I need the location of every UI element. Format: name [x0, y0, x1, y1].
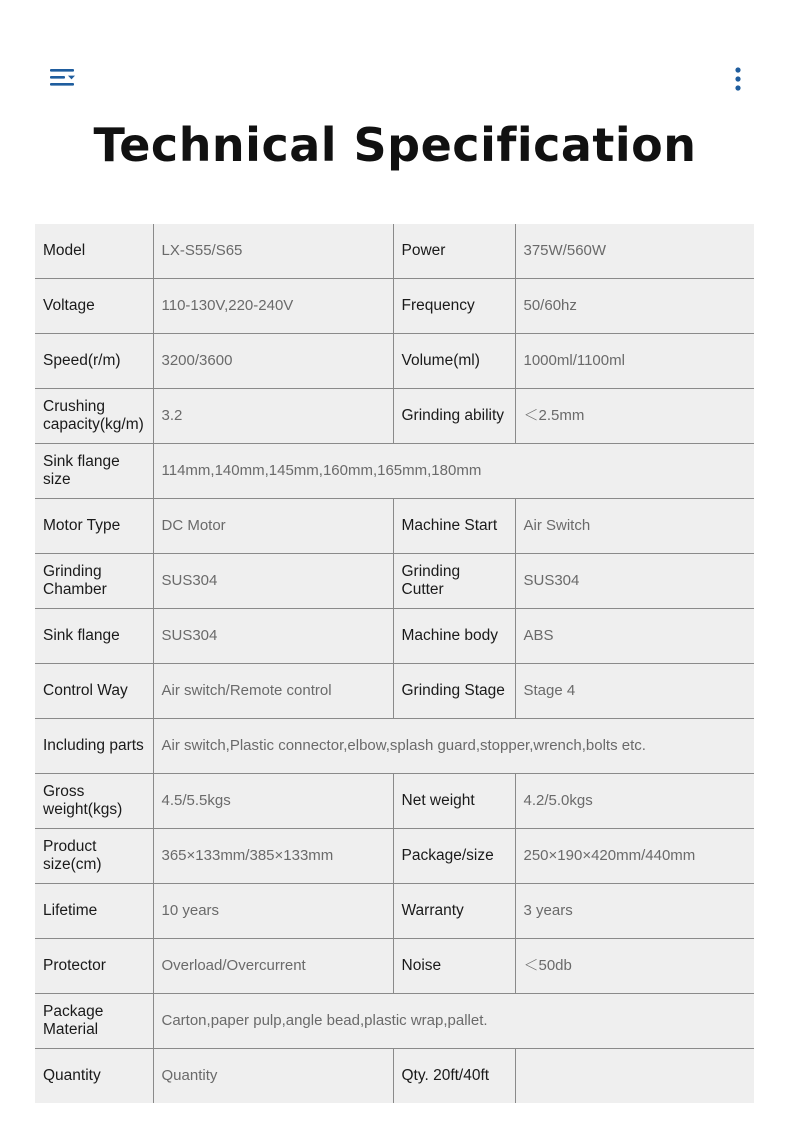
spec-row	[35, 994, 754, 1049]
spec-label: Speed(r/m)	[35, 334, 153, 389]
spec-row	[35, 884, 754, 939]
spec-value: 3 years	[515, 884, 754, 939]
spec-label: Frequency	[393, 279, 515, 334]
spec-value: DC Motor	[153, 499, 393, 554]
spec-row	[35, 279, 754, 334]
spec-label: Quantity	[35, 1049, 153, 1104]
vertical-dots-icon	[728, 64, 748, 96]
spec-label: Package/size	[393, 829, 515, 884]
spec-label: Sink flange	[35, 609, 153, 664]
spec-table	[35, 224, 754, 1103]
spec-label: Volume(ml)	[393, 334, 515, 389]
spec-value: 3.2	[153, 389, 393, 444]
spec-label: Qty. 20ft/40ft	[393, 1049, 515, 1104]
spec-row	[35, 719, 754, 774]
more-options-button[interactable]	[728, 64, 748, 96]
spec-value: SUS304	[153, 609, 393, 664]
spec-value: Air switch/Remote control	[153, 664, 393, 719]
spec-label: Product size(cm)	[35, 829, 153, 884]
spec-label: Lifetime	[35, 884, 153, 939]
spec-value	[515, 1049, 754, 1104]
spec-label: Package Material	[35, 994, 153, 1049]
spec-value: LX-S55/S65	[153, 224, 393, 279]
spec-label: Voltage	[35, 279, 153, 334]
spec-label: Motor Type	[35, 499, 153, 554]
spec-label: Crushing capacity(kg/m)	[35, 389, 153, 444]
spec-value: 365×133mm/385×133mm	[153, 829, 393, 884]
spec-value: SUS304	[153, 554, 393, 609]
spec-label: Noise	[393, 939, 515, 994]
spec-label: Warranty	[393, 884, 515, 939]
spec-value: 110-130V,220-240V	[153, 279, 393, 334]
spec-row	[35, 554, 754, 609]
spec-row	[35, 664, 754, 719]
spec-value: 10 years	[153, 884, 393, 939]
spec-row	[35, 224, 754, 279]
spec-label: Gross weight(kgs)	[35, 774, 153, 829]
spec-row	[35, 609, 754, 664]
spec-value: 1000ml/1100ml	[515, 334, 754, 389]
spec-row	[35, 334, 754, 389]
spec-value: 3200/3600	[153, 334, 393, 389]
spec-value: Air Switch	[515, 499, 754, 554]
spec-label: Power	[393, 224, 515, 279]
spec-value: Air switch,Plastic connector,elbow,splash guard,stopper,wrench,bolts etc.	[153, 719, 754, 774]
spec-label: Including parts	[35, 719, 153, 774]
spec-value: Overload/Overcurrent	[153, 939, 393, 994]
spec-row	[35, 499, 754, 554]
spec-row	[35, 1049, 754, 1104]
spec-row	[35, 829, 754, 884]
spec-value: ＜2.5mm	[515, 389, 754, 444]
page-title: Technical Specification	[93, 118, 697, 172]
spec-value: 375W/560W	[515, 224, 754, 279]
hamburger-menu-icon	[48, 66, 78, 94]
spec-row	[35, 774, 754, 829]
spec-row	[35, 389, 754, 444]
spec-label: Grinding Chamber	[35, 554, 153, 609]
spec-label: Net weight	[393, 774, 515, 829]
spec-value: 4.5/5.5kgs	[153, 774, 393, 829]
spec-value: Stage 4	[515, 664, 754, 719]
spec-label: Control Way	[35, 664, 153, 719]
spec-value: 4.2/5.0kgs	[515, 774, 754, 829]
spec-label: Grinding Cutter	[393, 554, 515, 609]
menu-button[interactable]	[48, 66, 78, 94]
spec-label: Protector	[35, 939, 153, 994]
spec-label: Model	[35, 224, 153, 279]
spec-row	[35, 444, 754, 499]
spec-value: 250×190×420mm/440mm	[515, 829, 754, 884]
spec-row	[35, 939, 754, 994]
spec-value: ＜50db	[515, 939, 754, 994]
spec-value: Quantity	[153, 1049, 393, 1104]
spec-label: Grinding ability	[393, 389, 515, 444]
spec-label: Machine body	[393, 609, 515, 664]
spec-label: Grinding Stage	[393, 664, 515, 719]
spec-label: Sink flange size	[35, 444, 153, 499]
spec-value: 50/60hz	[515, 279, 754, 334]
spec-value: ABS	[515, 609, 754, 664]
spec-value: 114mm,140mm,145mm,160mm,165mm,180mm	[153, 444, 754, 499]
spec-label: Machine Start	[393, 499, 515, 554]
spec-value: SUS304	[515, 554, 754, 609]
spec-value: Carton,paper pulp,angle bead,plastic wrap,pallet.	[153, 994, 754, 1049]
